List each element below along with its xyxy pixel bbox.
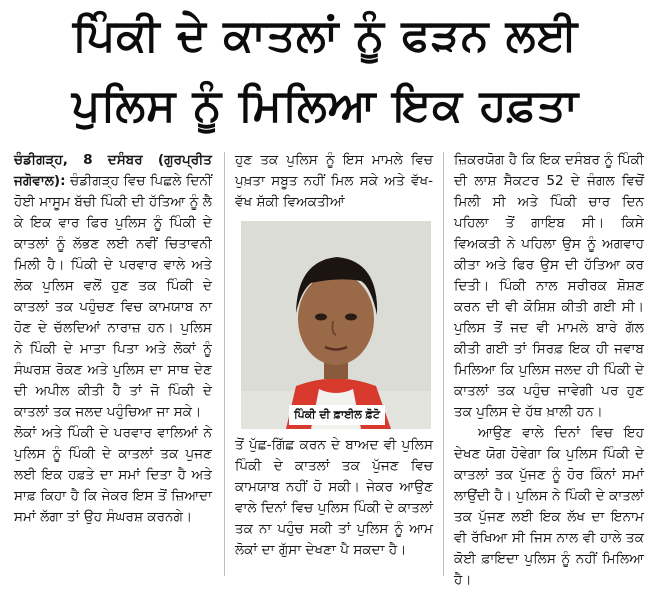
article-text: ਚੰਡੀਗੜ੍ਹ ਵਿਚ ਪਿਛਲੇ ਦਿਨੀਂ ਹੋਈ ਮਾਸੂਮ ਬੱਚੀ ਪਿੰਕੀ ਦੀ ਹੱਤਿਆ ਨੂੰ ਲੈ ਕੇ ਇਕ ਵਾਰ ਫਿਰ ਪੁਲਿਸ ਨੂੰ ਪਿੰਕੀ ਦੇ ਕਾਤਲਾਂ ਨੂੰ ਲੱਭਣ ਲਈ ਨਵੀਂ ਚਿਤਾਵਨੀ ਮਿਲੀ ਹੈ। ਪਿੰਕੀ ਦੇ ਪਰਵਾਰ ਵਾਲੇ ਅਤੇ ਲੋਕ ਪੁਲਿਸ ਵਲੋਂ ਹੁਣ ਤਕ ਪਿੰਕੀ ਦੇ ਕਾਤਲਾਂ ਤਕ ਪਹੁੰਚਣ ਵਿਚ ਕਾਮਯਾਬ ਨਾ ਹੋਣ ਦੇ ਚੱਲਦਿਆਂ ਨਾਰਾਜ਼ ਹਨ। ਪੁਲਿਸ ਨੇ ਪਿੰਕੀ ਦੇ ਮਾਤਾ ਪਿਤਾ ਅਤੇ ਲੋਕਾਂ ਨੂੰ ਸੰਘਰਸ਼ ਰੋਕਣ ਅਤੇ ਪੁਲਿਸ ਦਾ ਸਾਥ ਦੇਣ ਦੀ ਅਪੀਲ ਕੀਤੀ ਹੈ ਤਾਂ ਜੋ ਪਿੰਕੀ ਦੇ ਕਾਤਲਾਂ ਤਕ ਜਲਦ ਪਹੁੰਚਿਆ ਜਾ ਸਕੇ। (14, 173, 212, 420)
headline-line-1: ਪਿੰਕੀ ਦੇ ਕਾਤਲਾਂ ਨੂੰ ਫੜਨ ਲਈ (72, 10, 579, 61)
article-paragraph: ਜ਼ਿਕਰਯੋਗ ਹੈ ਕਿ ਇਕ ਦਸੰਬਰ ਨੂੰ ਪਿੰਕੀ ਦੀ ਲਾਸ਼ ਸੈਕਟਰ 52 ਦੇ ਜੰਗਲ ਵਿਚੋਂ ਮਿਲੀ ਸੀ ਅਤੇ ਪਿੰਕੀ ਚਾਰ ਦਿਨ ਪਹਿਲਾ ਤੋਂ ਗਾਇਬ ਸੀ। ਕਿਸੇ ਵਿਅਕਤੀ ਨੇ ਪਹਿਲਾ ਉਸ ਨੂੰ ਅਗਵਾਹ ਕੀਤਾ ਅਤੇ ਫਿਰ ਉਸ ਦੀ ਹੱਤਿਆ ਕਰ ਦਿਤੀ। ਪਿੰਕੀ ਨਾਲ ਸਰੀਰਕ ਸ਼ੋਸ਼ਣ ਕਰਨ ਦੀ ਵੀ ਕੋਸ਼ਿਸ਼ ਕੀਤੀ ਗਈ ਸੀ। ਪੁਲਿਸ ਤੋਂ ਜਦ ਵੀ ਮਾਮਲੇ ਬਾਰੇ ਗੱਲ ਕੀਤੀ ਗਈ ਤਾਂ ਸਿਰਫ਼ ਇਕ ਹੀ ਜਵਾਬ ਮਿਲਿਆ ਕਿ ਪੁਲਿਸ ਜਲਦ ਹੀ ਪਿੰਕੀ ਦੇ ਕਾਤਲਾਂ ਤਕ ਪਹੁੰਚ ਜਾਵੇਗੀ ਪਰ ਹੁਣ ਤਕ ਪੁਲਿਸ ਦੇ ਹੱਥ ਖ਼ਾਲੀ ਹਨ। (454, 152, 644, 420)
file-photo (241, 221, 431, 429)
column-divider (443, 152, 444, 576)
column-divider (224, 152, 225, 576)
girl-portrait-image (241, 221, 431, 429)
article-column-3 (454, 150, 644, 588)
article-paragraph: ਤੋਂ ਪੁੱਛ-ਗਿੱਛ ਕਰਨ ਦੇ ਬਾਅਦ ਵੀ ਪੁਲਿਸ ਪਿੰਕੀ ਦੇ ਕਾਤਲਾਂ ਤਕ ਪੁੱਜਣ ਵਿਚ ਕਾਮਯਾਬ ਨਹੀਂ ਹੋ ਸਕੀ। ਜੇਕਰ ਆਉਣ ਵਾਲੇ ਦਿਨਾਂ ਵਿਚ ਪੁਲਿਸ ਪਿੰਕੀ ਦੇ ਕਾਤਲਾਂ ਤਕ ਨਾ ਪਹੁੰਚ ਸਕੀ ਤਾਂ ਪੁਲਿਸ ਨੂੰ ਆਮ ਲੋਕਾਂ ਦਾ ਗੁੱਸਾ ਦੇਖਣਾ ਪੈ ਸਕਦਾ ਹੈ। (235, 437, 433, 558)
dateline: ਚੰਡੀਗੜ੍ਹ, 8 ਦਸੰਬਰ (ਗੁਰਪ੍ਰੀਤ ਜਗੋਵਾਲ): (14, 152, 212, 189)
article-paragraph: ਆਉਣ ਵਾਲੇ ਦਿਨਾਂ ਵਿਚ ਇਹ ਦੇਖਣ ਯੋਗ ਹੋਵੇਗਾ ਕਿ ਪੁਲਿਸ ਪਿੰਕੀ ਦੇ ਕਾਤਲਾਂ ਤਕ ਪੁੱਜਣ ਨੂੰ ਹੋਰ ਕਿੰਨਾਂ ਸਮਾਂ ਲਾਉਂਦੀ ਹੈ। ਪੁਲਿਸ ਨੇ ਪਿੰਕੀ ਦੇ ਕਾਤਲਾਂ ਤਕ ਪੁੱਜਣ ਲਈ ਇਕ ਲੱਖ ਦਾ ਇਨਾਮ ਵੀ ਰੱਖਿਆ ਸੀ ਜਿਸ ਨਾਲ ਵੀ ਹਾਲੇ ਤਕ ਕੋਈ ਫ਼ਾਇਦਾ ਪੁਲਿਸ ਨੂੰ ਨਹੀਂ ਮਿਲਿਆ ਹੈ। (454, 425, 644, 588)
photo-caption: ਪਿੰਕੀ ਦੀ ਫ਼ਾਈਲ ਫ਼ੋਟੋ (289, 405, 385, 425)
article-paragraph: ਲੋਕਾਂ ਅਤੇ ਪਿੰਕੀ ਦੇ ਪਰਵਾਰ ਵਾਲਿਆਂ ਨੇ ਪੁਲਿਸ ਨੂੰ ਪਿੰਕੀ ਦੇ ਕਾਤਲਾਂ ਤਕ ਪੁਜਣ ਲਈ ਇਕ ਹਫ਼ਤੇ ਦਾ ਸਮਾਂ ਦਿਤਾ ਹੈ ਅਤੇ ਸਾਫ਼ ਕਿਹਾ ਹੈ ਕਿ ਜੇਕਰ ਇਸ ਤੋਂ ਜ਼ਿਆਦਾ ਸਮਾਂ ਲੱਗਾ ਤਾਂ ਉਹ ਸੰਘਰਸ਼ ਕਰਨਗੇ। (14, 425, 212, 525)
headline-line-2: ਪੁਲਿਸ ਨੂੰ ਮਿਲਿਆ ਇਕ ਹਫ਼ਤਾ (71, 80, 580, 131)
article-paragraph (14, 150, 212, 423)
article-column-1 (14, 150, 212, 578)
article-paragraph: ਹੁਣ ਤਕ ਪੁਲਿਸ ਨੂੰ ਇਸ ਮਾਮਲੇ ਵਿਚ ਪੁਖ਼ਤਾ ਸਬੂਤ ਨਹੀਂ ਮਿਲ ਸਕੇ ਅਤੇ ਵੱਖ-ਵੱਖ ਸ਼ੱਕੀ ਵਿਅਕਤੀਆਂ (235, 152, 433, 210)
